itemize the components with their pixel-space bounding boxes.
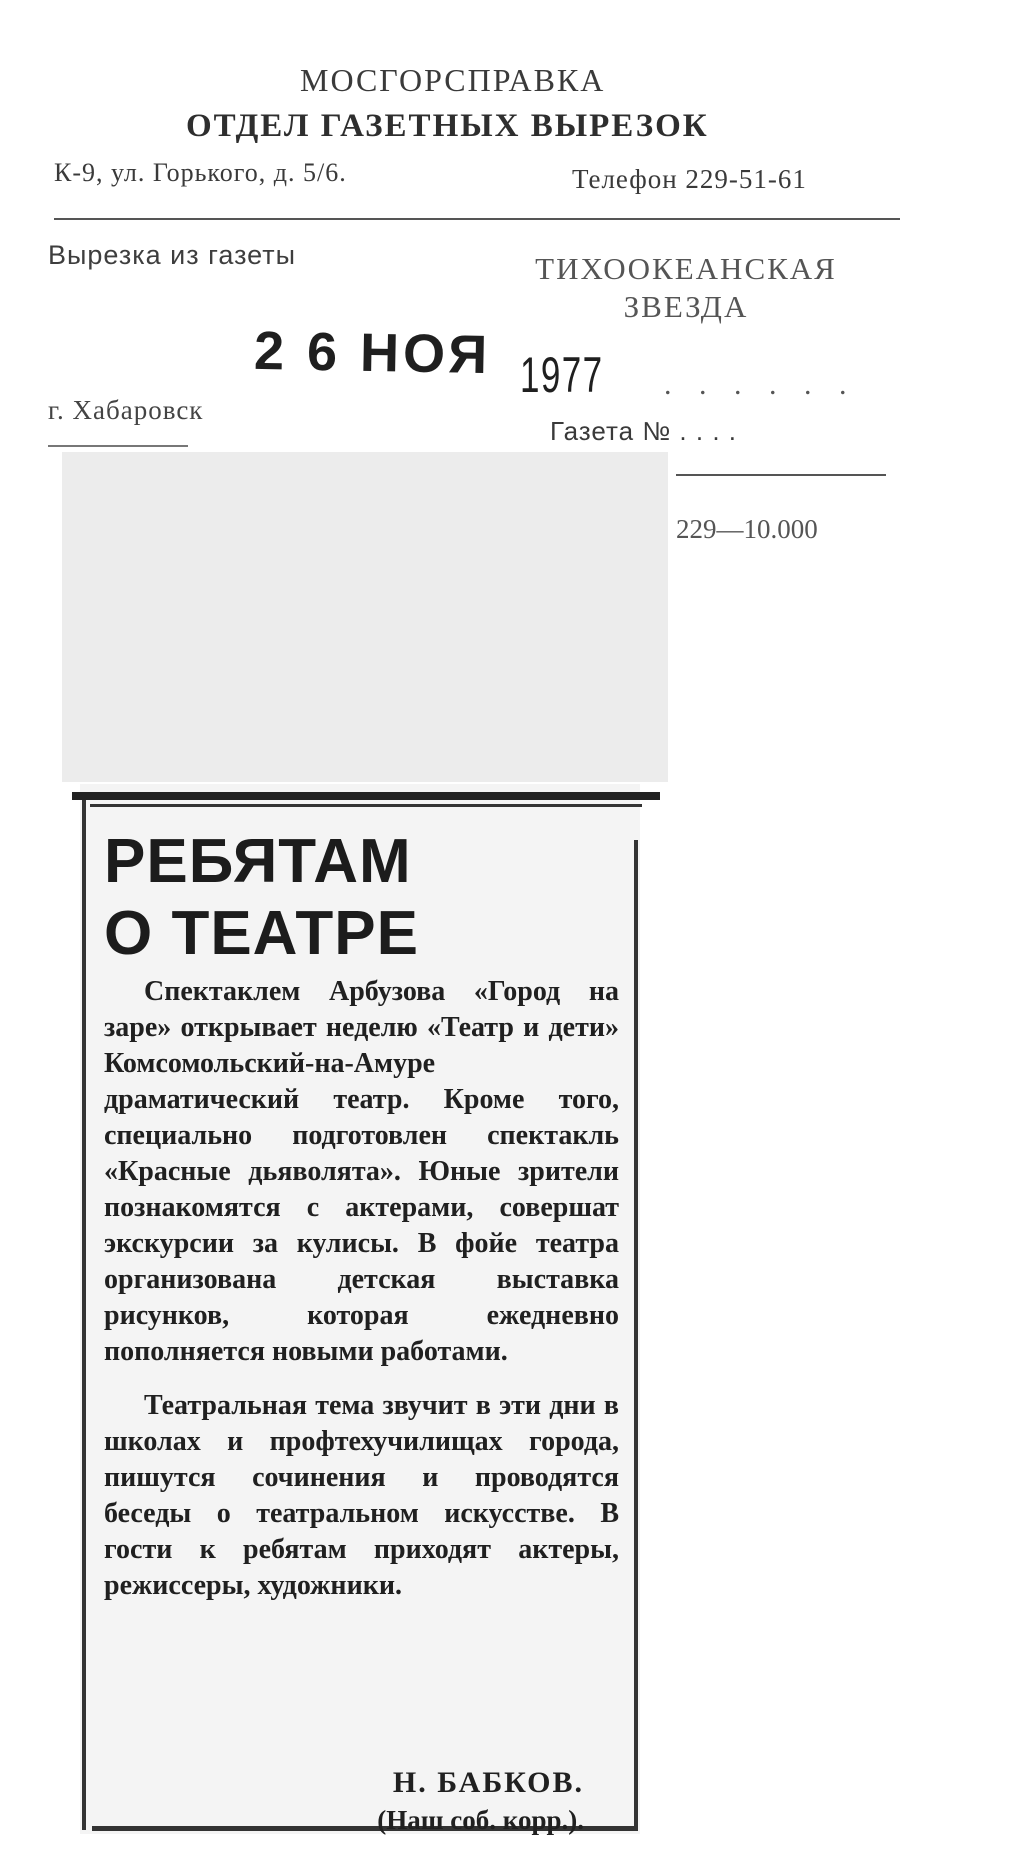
clipping-left-rule [82, 800, 86, 1830]
publication-name: ТИХООКЕАНСКАЯ ЗВЕЗДА [535, 251, 837, 324]
city-label: г. Хабаровск [48, 395, 204, 425]
clipping-blank-area [62, 452, 668, 782]
department-name: ОТДЕЛ ГАЗЕТНЫХ ВЫРЕЗОК [186, 108, 709, 144]
form-divider [48, 445, 188, 447]
bureau-phone: Телефон 229-51-61 [572, 164, 807, 194]
clipping-top-rule-thin [90, 804, 642, 807]
clipping-right-rule [634, 840, 638, 1830]
issue-number-label: Газета № . . . . [550, 416, 737, 446]
date-stamp-year: 1977 [520, 347, 604, 403]
clipping-top-rule [72, 792, 660, 800]
issue-divider [676, 474, 886, 476]
header-divider [54, 218, 900, 220]
date-stamp: 2 6 НОЯ [253, 320, 492, 386]
article-author: Н. БАБКОВ. [392, 1766, 584, 1799]
headline-line-2: О ТЕАТРЕ [104, 899, 419, 968]
bureau-address: К-9, ул. Горького, д. 5/6. [54, 158, 347, 187]
date-field-dots: . . . . . . [664, 368, 857, 401]
article-body [104, 974, 619, 1622]
headline-line-1: РЕБЯТАМ [104, 827, 412, 896]
order-number: 229—10.000 [676, 514, 818, 544]
article-paragraph-2: Театральная тема звучит в эти дни в школах и профтехучилищах города, пишутся сочинения и проводятся беседы о театральном искусстве. В гости к ребятам приходят актеры, режиссеры, художники. [104, 1390, 619, 1601]
article-byline: (Наш соб. корр.). [377, 1805, 584, 1835]
cutting-label: Вырезка из газеты [48, 240, 297, 270]
article-headline [104, 826, 624, 970]
bureau-name: МОСГОРСПРАВКА [300, 62, 606, 98]
article-paragraph-1: Спектаклем Арбузова «Город на заре» открывает неделю «Театр и дети» Комсомольский-на-Амуре драматический театр. Кроме того, специально подготовлен спектакль «Красные дьяволята». Юные зрители познакомятся с актерами, совершат экскурсии за кулисы. В фойе театра организована детская выставка рисунков, которая ежедневно пополняется новыми работами. [104, 976, 619, 1367]
